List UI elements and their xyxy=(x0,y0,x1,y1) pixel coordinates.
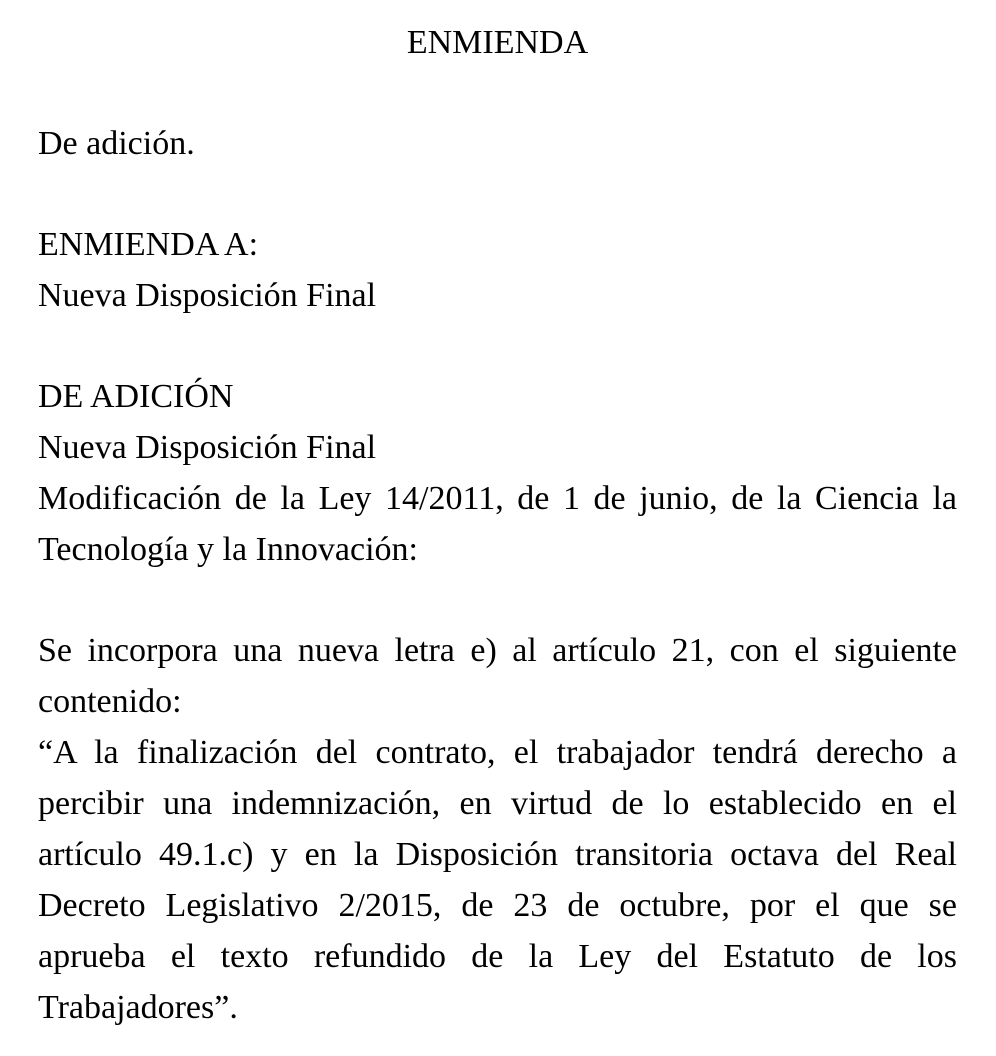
amendment-to-label: ENMIENDA A: xyxy=(38,226,259,263)
amendment-type: De adición. xyxy=(38,125,195,162)
addition-label: DE ADICIÓN xyxy=(38,378,234,415)
spacer xyxy=(38,575,957,625)
document-page xyxy=(38,17,957,1033)
amendment-to-target: Nueva Disposición Final xyxy=(38,277,377,314)
document-title: ENMIENDA xyxy=(406,24,589,61)
quoted-paragraph: “A la finalización del contrato, el trabajador tendrá derecho a percibir una indemnización, en virtud de lo establecido en el artículo 49.1.c) y en la Disposición transitoria octava del Real Decreto Legislativo 2/2015, de 23 de octubre, por el que se aprueba el texto refundido de la Ley del Estatuto de los Trabajadores”. xyxy=(38,734,957,1026)
spacer xyxy=(38,169,957,219)
spacer xyxy=(38,68,957,118)
modification-paragraph: Modificación de la Ley 14/2011, de 1 de junio, de la Ciencia la Tecnología y la Innovación: xyxy=(38,480,957,568)
addition-target: Nueva Disposición Final xyxy=(38,429,377,466)
incorporation-paragraph: Se incorpora una nueva letra e) al artículo 21, con el siguiente contenido: xyxy=(38,632,957,720)
spacer xyxy=(38,321,957,371)
